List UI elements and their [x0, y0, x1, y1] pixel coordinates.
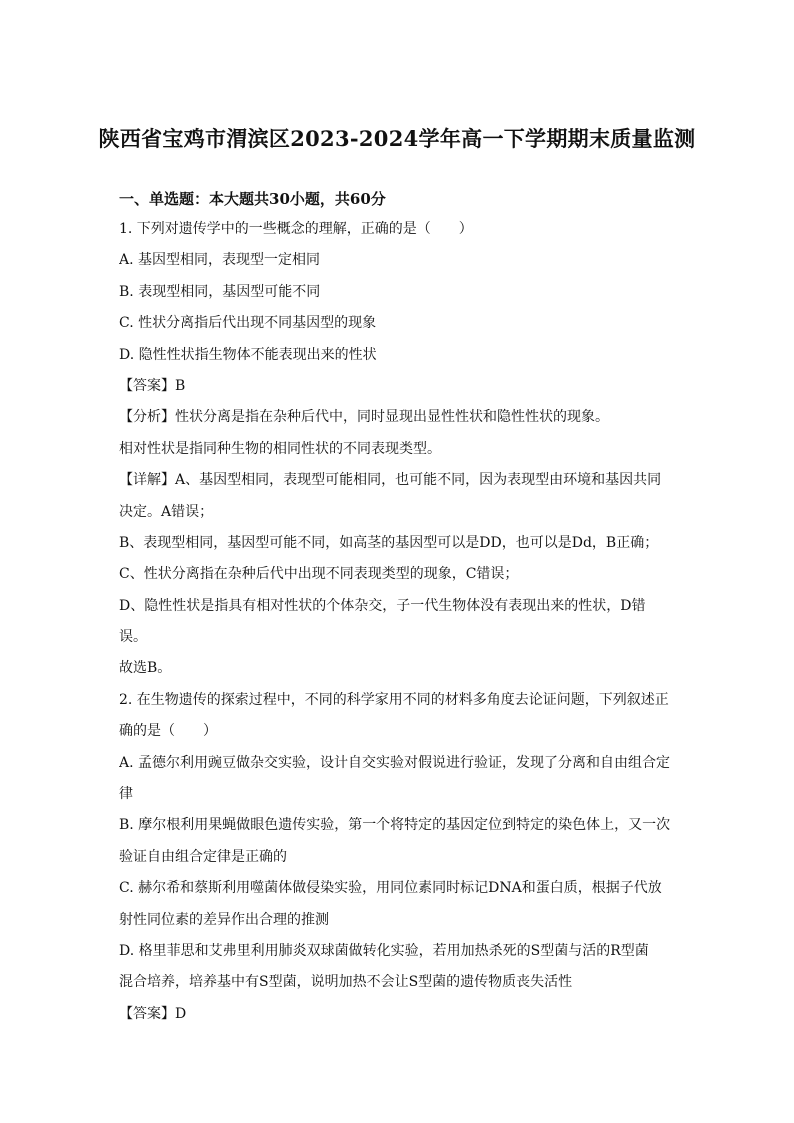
question-2-stem-cont: 确的是（ ） — [119, 723, 217, 740]
question-1-detail-c: C、性状分离指在杂种后代中出现不同表现类型的现象，C错误； — [119, 566, 519, 583]
question-2-answer: 【答案】D — [119, 1005, 187, 1022]
question-2-option-a-cont: 律 — [119, 786, 133, 803]
document-body — [119, 214, 689, 1030]
question-1-detail-d-cont: 误。 — [119, 629, 147, 646]
question-2-option-b-cont: 验证自由组合定律是正确的 — [119, 848, 287, 865]
question-1-answer: 【答案】B — [119, 377, 186, 394]
question-2-option-d-cont: 混合培养，培养基中有S型菌，说明加热不会让S型菌的遗传物质丧失活性 — [119, 974, 573, 991]
question-2-option-d: D. 格里菲思和艾弗里利用肺炎双球菌做转化实验，若用加热杀死的S型菌与活的R型菌 — [119, 942, 649, 959]
section-heading: 一、单选题：本大题共30小题，共60分 — [119, 190, 386, 208]
question-1-analysis-cont: 相对性状是指同种生物的相同性状的不同表现类型。 — [119, 440, 441, 457]
question-1-option-b: B. 表现型相同，基因型可能不同 — [119, 283, 321, 300]
question-1-option-a: A. 基因型相同，表现型一定相同 — [119, 252, 321, 269]
question-2-option-a: A. 孟德尔利用豌豆做杂交实验，设计自交实验对假说进行验证，发现了分离和自由组合定 — [119, 754, 671, 771]
question-1-detail-cont: 决定。A错误； — [119, 503, 214, 520]
question-2-option-b: B. 摩尔根利用果蝇做眼色遗传实验，第一个将特定的基因定位到特定的染色体上，又一次 — [119, 817, 671, 834]
question-1-detail-d: D、隐性性状是指具有相对性状的个体杂交，子一代生物体没有表现出来的性状，D错 — [119, 597, 646, 614]
question-2-option-c-cont: 射性同位素的差异作出合理的推测 — [119, 911, 329, 928]
question-1-analysis: 【分析】性状分离是指在杂种后代中，同时显现出显性性状和隐性性状的现象。 — [119, 409, 609, 426]
document-title: 陕西省宝鸡市渭滨区2023-2024学年高一下学期期末质量监测 — [98, 126, 696, 151]
question-1-detail-b: B、表现型相同，基因型可能不同，如高茎的基因型可以是DD，也可以是Dd，B正确； — [119, 534, 659, 551]
question-1-option-c: C. 性状分离指后代出现不同基因型的现象 — [119, 315, 377, 332]
question-1-stem: 1. 下列对遗传学中的一些概念的理解，正确的是（ ） — [119, 221, 473, 237]
question-1-detail: 【详解】A、基因型相同，表现型可能相同，也可能不同，因为表现型由环境和基因共同 — [119, 472, 662, 489]
question-2-option-c: C. 赫尔希和蔡斯利用噬菌体做侵染实验，用同位素同时标记DNA和蛋白质，根据子代放 — [119, 880, 662, 897]
question-2-stem: 2. 在生物遗传的探索过程中，不同的科学家用不同的材料多角度去论证问题，下列叙述正 — [119, 691, 669, 708]
question-1-option-d: D. 隐性性状指生物体不能表现出来的性状 — [119, 346, 377, 363]
question-1-conclusion: 故选B。 — [119, 660, 172, 677]
